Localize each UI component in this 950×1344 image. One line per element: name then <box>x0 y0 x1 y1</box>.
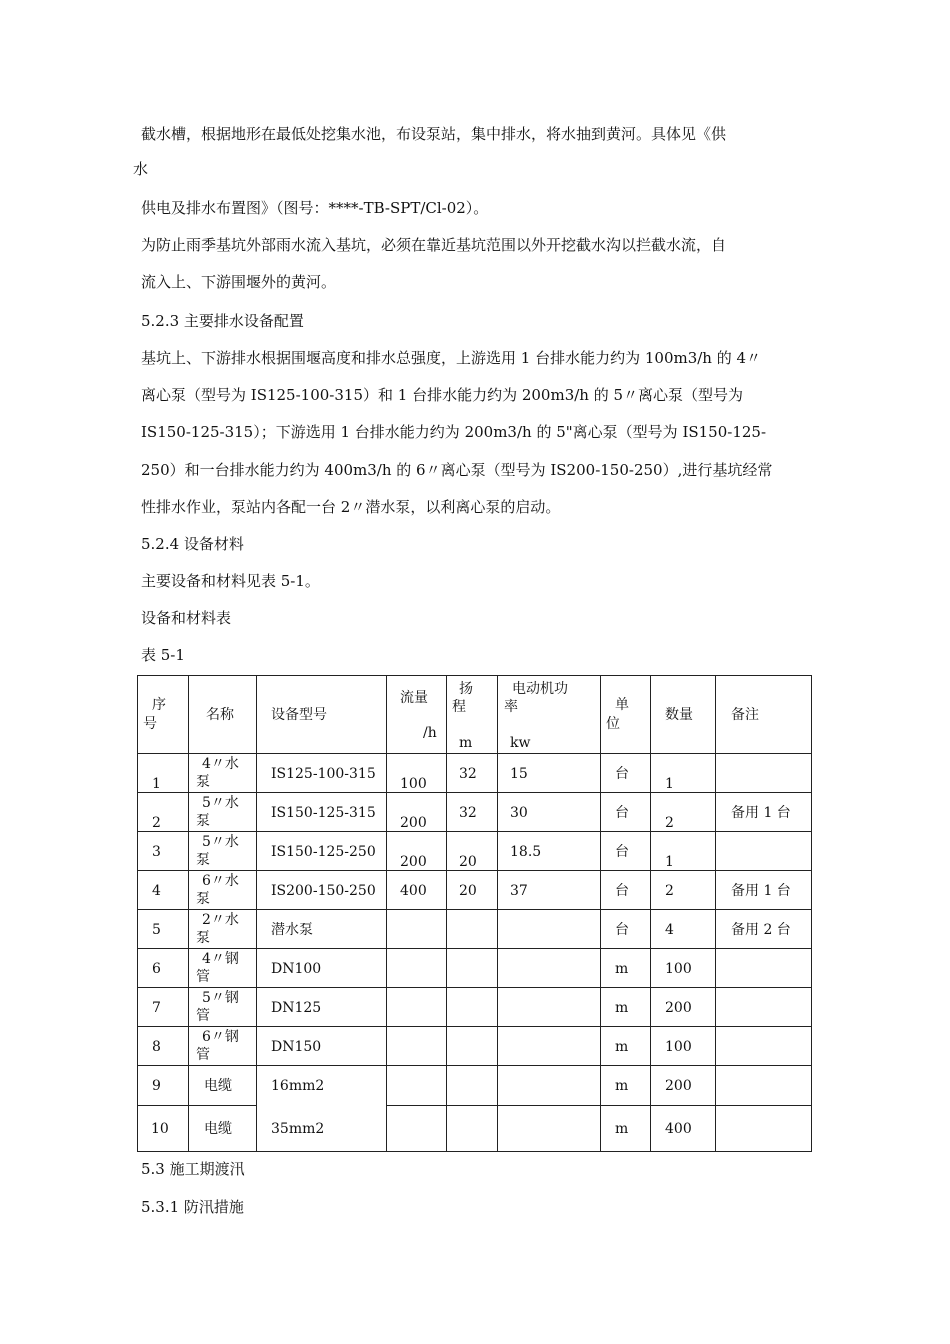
cell-unit: 台 <box>615 766 629 782</box>
table-row <box>138 1027 812 1066</box>
table-row <box>138 1066 812 1106</box>
cell-model: IS125-100-315 <box>271 766 376 782</box>
header-unit <box>601 676 651 754</box>
cell-name: 泵 <box>196 930 210 946</box>
cell-qty: 200 <box>665 1000 692 1016</box>
cell-seq: 2 <box>152 815 161 831</box>
cell-flow: 400 <box>400 883 427 899</box>
cell-qty: 1 <box>665 854 674 870</box>
section-heading: 5.2.4 设备材料 <box>141 535 244 553</box>
cell-model: 16mm2 <box>271 1078 325 1094</box>
cell-note: 备用 2 台 <box>731 922 791 938</box>
cell-power: 18.5 <box>510 844 542 860</box>
equipment-table <box>137 675 812 1152</box>
cell-model: IS150-125-315 <box>271 805 376 821</box>
cell-qty: 100 <box>665 1039 692 1055</box>
header-text: 号 <box>143 716 157 732</box>
header-text: 备注 <box>731 707 759 723</box>
cell-name: 4〃钢 <box>202 951 239 967</box>
cell-flow: 200 <box>400 854 427 870</box>
cell-unit: m <box>615 1000 629 1016</box>
cell-name: 4〃水 <box>202 756 239 772</box>
cell-qty: 400 <box>665 1121 692 1137</box>
cell-seq: 10 <box>151 1121 169 1137</box>
cell-seq: 5 <box>152 922 161 938</box>
section-heading: 5.3.1 防汛措施 <box>141 1198 244 1216</box>
table-caption: 设备和材料表 <box>141 609 232 627</box>
table-row <box>138 1106 812 1152</box>
cell-seq: 1 <box>152 776 161 792</box>
cell-name: 管 <box>196 1047 210 1063</box>
cell-unit: 台 <box>615 844 629 860</box>
cell-power: 37 <box>510 883 528 899</box>
cell-name: 5〃水 <box>202 834 239 850</box>
cell-name: 电缆 <box>204 1078 232 1094</box>
cell-qty: 1 <box>665 776 674 792</box>
cell-seq: 6 <box>152 961 161 977</box>
cell-name: 5〃钢 <box>202 990 239 1006</box>
cell-power: 15 <box>510 766 528 782</box>
cell-name: 5〃水 <box>202 795 239 811</box>
header-text: 序 <box>152 697 166 713</box>
cell-qty: 100 <box>665 961 692 977</box>
header-seq <box>138 676 189 754</box>
table-number: 表 5-1 <box>141 646 185 664</box>
cell-unit: m <box>615 1039 629 1055</box>
cell-unit: 台 <box>615 883 629 899</box>
cell-name: 泵 <box>196 774 210 790</box>
cell-unit: m <box>615 961 629 977</box>
cell-name: 管 <box>196 969 210 985</box>
cell-model: IS150-125-250 <box>271 844 376 860</box>
cell-seq: 4 <box>152 883 161 899</box>
cell-seq: 9 <box>152 1078 161 1094</box>
cell-head: 20 <box>459 854 477 870</box>
cell-seq: 8 <box>152 1039 161 1055</box>
header-text: 率 <box>504 699 518 715</box>
table-header-row <box>138 676 812 754</box>
header-text: 流量 <box>400 690 428 706</box>
cell-power: 30 <box>510 805 528 821</box>
cell-name: 泵 <box>196 852 210 868</box>
paragraph-line: 为防止雨季基坑外部雨水流入基坑，必须在靠近基坑范围以外开挖截水沟以拦截水流，自 <box>141 236 727 254</box>
table-row <box>138 754 812 793</box>
cell-name: 泵 <box>196 891 210 907</box>
cell-model: DN125 <box>271 1000 322 1016</box>
cell-qty: 200 <box>665 1078 692 1094</box>
table-row <box>138 988 812 1027</box>
cell-name: 2〃水 <box>202 912 239 928</box>
cell-model: 35mm2 <box>271 1120 325 1137</box>
cell-name: 电缆 <box>204 1121 232 1137</box>
paragraph-line: 基坑上、下游排水根据围堰高度和排水总强度，上游选用 1 台排水能力约为 100m3/h 的 4〃 <box>141 349 762 367</box>
cell-model: 潜水泵 <box>271 922 313 938</box>
paragraph-line: IS150-125-315）；下游选用 1 台排水能力约为 200m3/h 的 5"离心泵（型号为 IS150-125- <box>141 423 767 441</box>
paragraph-line: 供电及排水布置图》（图号：****-TB-SPT/Cl-02）。 <box>141 199 489 217</box>
paragraph-line: 主要设备和材料见表 5-1。 <box>141 572 320 590</box>
table-row <box>138 832 812 871</box>
cell-unit: m <box>615 1078 629 1094</box>
paragraph-line: 250）和一台排水能力约为 400m3/h 的 6〃离心泵（型号为 IS200-150-250）,进行基坑经常 <box>141 461 773 479</box>
header-flow <box>387 676 447 754</box>
cell-qty: 2 <box>665 815 674 831</box>
header-text: 电动机功 <box>512 681 568 697</box>
cell-qty: 4 <box>665 922 674 938</box>
header-text: 数量 <box>665 707 693 723</box>
header-text: m <box>459 735 473 751</box>
header-power <box>498 676 601 754</box>
table-row <box>138 793 812 832</box>
paragraph-line: 性排水作业，泵站内各配一台 2〃潜水泵，以利离心泵的启动。 <box>141 498 561 516</box>
cell-name: 管 <box>196 1008 210 1024</box>
cell-flow: 100 <box>400 776 427 792</box>
cell-model: DN150 <box>271 1039 322 1055</box>
header-text: 单 <box>615 697 629 713</box>
paragraph-line: 截水槽，根据地形在最低处挖集水池，布设泵站，集中排水，将水抽到黄河。具体见《供 <box>141 125 727 143</box>
table-row <box>138 910 812 949</box>
cell-unit: 台 <box>615 805 629 821</box>
cell-head: 32 <box>459 805 477 821</box>
cell-name: 泵 <box>196 813 210 829</box>
cell-name: 6〃水 <box>202 873 239 889</box>
header-head <box>447 676 498 754</box>
cell-flow: 200 <box>400 815 427 831</box>
cell-note: 备用 1 台 <box>731 883 791 899</box>
section-heading: 5.2.3 主要排水设备配置 <box>141 312 304 330</box>
cell-head: 20 <box>459 883 477 899</box>
cell-qty: 2 <box>665 883 674 899</box>
cell-name: 6〃钢 <box>202 1029 239 1045</box>
paragraph-line: 离心泵（型号为 IS125-100-315）和 1 台排水能力约为 200m3/h 的 5〃离心泵（型号为 <box>141 386 744 404</box>
header-text: 名称 <box>206 707 234 723</box>
cell-unit: 台 <box>615 922 629 938</box>
header-text: 设备型号 <box>271 707 327 723</box>
header-text: /h <box>423 725 437 741</box>
header-text: 程 <box>452 699 466 715</box>
table-row <box>138 949 812 988</box>
cell-note: 备用 1 台 <box>731 805 791 821</box>
header-name <box>189 676 257 754</box>
paragraph-line: 流入上、下游围堰外的黄河。 <box>141 273 337 291</box>
header-text: 位 <box>606 716 620 732</box>
cell-head: 32 <box>459 766 477 782</box>
header-text: 扬 <box>459 681 473 697</box>
header-qty <box>651 676 716 754</box>
header-model <box>257 676 387 754</box>
paragraph-line: 水 <box>133 160 149 178</box>
cell-model: IS200-150-250 <box>271 883 376 899</box>
cell-seq: 7 <box>152 1000 161 1016</box>
cell-unit: m <box>615 1121 629 1137</box>
section-heading: 5.3 施工期渡汛 <box>141 1160 245 1178</box>
cell-seq: 3 <box>152 844 161 860</box>
header-note <box>716 676 812 754</box>
cell-model: DN100 <box>271 961 322 977</box>
header-text: kw <box>510 735 531 751</box>
table-row <box>138 871 812 910</box>
